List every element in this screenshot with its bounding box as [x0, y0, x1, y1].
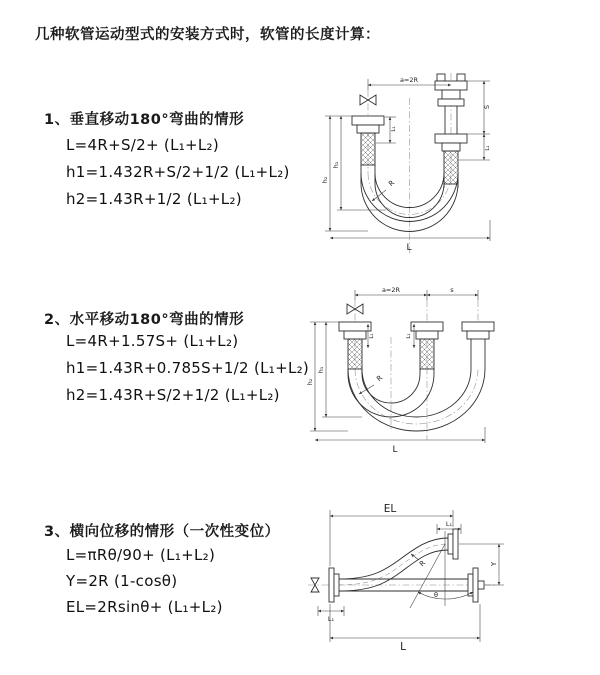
section2-formula-L: L=4R+1.57S+ (L₁+L₂) — [66, 332, 239, 350]
dim-label-l1-top: L₁ — [445, 520, 453, 528]
dim-label-l1-right: L₁ — [485, 145, 491, 151]
section3-formula-L: L=πRθ/90+ (L₁+L₂) — [66, 546, 216, 564]
dim-label-l1-left: L₁ — [327, 615, 335, 623]
section3-formula-Y: Y=2R (1-cosθ) — [66, 572, 178, 590]
upper-flange — [448, 529, 458, 559]
dim-label-l1-left: L₁ — [391, 126, 397, 132]
diagram-vertical-180-bend — [308, 70, 598, 260]
u-hose-position-2 — [348, 369, 485, 431]
dim-label-l1-left: L₁ — [369, 333, 375, 339]
curved-hose-displaced-position — [339, 538, 448, 591]
dim-label-radius: R — [387, 178, 397, 189]
middle-flange — [411, 322, 443, 369]
diagram-lateral-displacement — [300, 498, 600, 663]
diagram-horizontal-180-bend — [302, 282, 600, 462]
left-flange — [352, 116, 384, 165]
section1-formula-h1: h1=1.432R+S/2+1/2 (L₁+L₂) — [66, 163, 290, 181]
right-flange — [468, 568, 484, 602]
dim-label-s: s — [450, 286, 454, 294]
dim-label-h1: h₁ — [317, 366, 325, 374]
dim-label-h1: h₁ — [332, 161, 340, 169]
dim-label-span: a=2R — [381, 286, 401, 294]
dim-label-radius: R — [375, 373, 385, 384]
section2-heading: 2、水平移动180°弯曲的情形 — [44, 312, 245, 328]
centerlines — [355, 300, 478, 440]
left-flange — [339, 322, 371, 369]
dim-label-radius: R — [418, 559, 428, 569]
dim-label-span: a=2R — [399, 76, 419, 84]
construction-lines — [410, 531, 473, 608]
dimension-lines — [310, 290, 485, 443]
dim-label-l1-mid: L₁ — [406, 333, 412, 339]
section1-formula-L: L=4R+S/2+ (L₁+L₂) — [66, 136, 220, 154]
dim-label-theta: θ — [434, 591, 438, 599]
dim-label-length: L — [406, 243, 412, 253]
dim-label-el: EL — [383, 503, 397, 515]
right-flange — [462, 322, 494, 369]
dim-label-y: Y — [490, 561, 498, 567]
section3-heading: 3、横向位移的情形（一次性变位） — [44, 524, 280, 540]
dim-label-length: L — [392, 445, 398, 455]
left-flange — [329, 568, 339, 602]
dim-label-length: L — [400, 641, 406, 653]
section2-formula-h1: h1=1.43R+0.785S+1/2 (L₁+L₂) — [66, 359, 310, 377]
dimension-lines — [325, 79, 490, 241]
section2-formula-h2: h2=1.43R+S/2+1/2 (L₁+L₂) — [66, 386, 280, 404]
section3-formula-EL: EL=2Rsinθ+ (L₁+L₂) — [66, 598, 223, 616]
dim-label-h2: h₂ — [321, 176, 329, 184]
dim-label-h2: h₂ — [306, 378, 314, 386]
dim-label-s: S — [483, 104, 491, 110]
section1-heading: 1、垂直移动180°弯曲的情形 — [44, 112, 245, 128]
page-title: 几种软管运动型式的安装方式时，软管的长度计算： — [35, 27, 380, 43]
section1-formula-h2: h2=1.43R+1/2 (L₁+L₂) — [66, 190, 242, 208]
